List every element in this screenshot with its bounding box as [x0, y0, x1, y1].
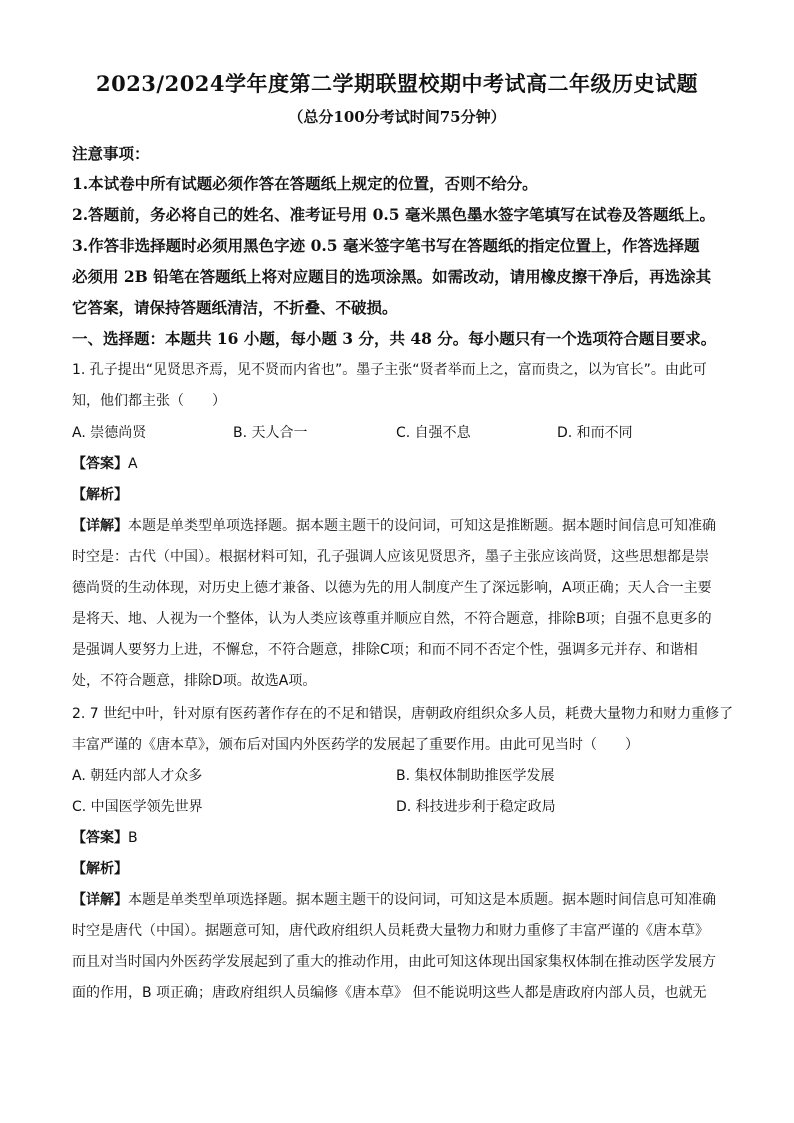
- analysis-tag: 【解析】: [72, 487, 128, 503]
- q1-stem-line: 1. 孔子提出“见贤思齐焉，见不贤而内省也”。墨子主张“贤者举而上之，富而贵之，以为官长”。由此可: [72, 362, 707, 378]
- q2-detail-line: [72, 889, 716, 909]
- answer-value: A: [128, 456, 138, 472]
- q1-analysis-tag: [72, 484, 128, 504]
- section-heading: 一、选择题：本题共 16 小题，每小题 3 分，共 48 分。每小题只有一个选项符合题目要求。: [72, 329, 717, 348]
- q1-detail-line: 处，不符合题意，排除D项。故选A项。: [72, 673, 317, 689]
- detail-text: 本题是单类型单项选择题。据本题主题干的设问词，可知这是推断题。据本题时间信息可知准确: [128, 518, 716, 534]
- answer-tag: 【答案】: [72, 830, 128, 846]
- answer-tag: 【答案】: [72, 456, 128, 472]
- notice-line: 1.本试卷中所有试题必须作答在答题纸上规定的位置，否则不给分。: [72, 174, 538, 193]
- page-title: 2023/2024学年度第二学期联盟校期中考试高二年级历史试题: [95, 71, 699, 96]
- detail-tag: 【详解】: [72, 518, 128, 534]
- q2-stem-line: 丰富严谨的《唐本草》，颁布后对国内外医药学的发展起了重要作用。由此可见当时（ ）: [72, 737, 639, 753]
- q1-option-c: C. 自强不息: [396, 425, 471, 441]
- q1-stem-line: 知，他们都主张（ ）: [72, 393, 226, 409]
- q1-detail-line: 德尚贤的生动体现，对历史上德才兼备、以德为先的用人制度产生了深远影响，A项正确；天人合一主要: [72, 580, 712, 596]
- q2-stem-line: 2. 7 世纪中叶，针对原有医药著作存在的不足和错误，唐朝政府组织众多人员，耗费大量物力和财力重修了: [72, 706, 734, 722]
- q2-detail-line: 而且对当时国内外医药学发展起到了重大的推动作用，由此可知这体现出国家集权体制在推动医学发展方: [72, 954, 716, 970]
- detail-tag: 【详解】: [72, 892, 128, 908]
- q2-option-a: A. 朝廷内部人才众多: [72, 768, 203, 784]
- q1-answer: [72, 453, 138, 473]
- notice-heading: 注意事项：: [72, 144, 150, 163]
- notice-line: 3.作答非选择题时必须用黑色字迹 0.5 毫米签字笔书写在答题纸的指定位置上，作答选择题: [72, 236, 700, 255]
- q2-option-c: C. 中国医学领先世界: [72, 799, 203, 815]
- q2-analysis-tag: [72, 858, 128, 878]
- q1-detail-line: 是强调人要努力上进，不懈怠，不符合题意，排除C项；和而不同不否定个性，强调多元并存、和谐相: [72, 642, 698, 658]
- answer-value: B: [128, 830, 138, 846]
- q2-detail-line: 时空是唐代（中国）。据题意可知，唐代政府组织人员耗费大量物力和财力重修了丰富严谨的《唐本草》: [72, 923, 709, 939]
- q1-detail-line: 是将天、地、人视为一个整体，认为人类应该尊重并顺应自然，不符合题意，排除B项；自强不息更多的: [72, 611, 712, 627]
- notice-line: 它答案，请保持答题纸清洁，不折叠、不破损。: [72, 298, 398, 317]
- page-subtitle: （总分100分考试时间75分钟）: [288, 108, 506, 126]
- detail-text: 本题是单类型单项选择题。据本题主题干的设问词，可知这是本质题。据本题时间信息可知准确: [128, 892, 716, 908]
- q1-detail-line: 时空是：古代（中国）。根据材料可知，孔子强调人应该见贤思齐，墨子主张应该尚贤，这些思想都是崇: [72, 549, 709, 565]
- q2-detail-line: 面的作用，B 项正确；唐政府组织人员编修《唐本草》 但不能说明这些人都是唐政府内部人员，也就无: [72, 985, 707, 1001]
- notice-line: 必须用 2B 铅笔在答题纸上将对应题目的选项涂黑。如需改动，请用橡皮擦干净后，再选涂其: [72, 267, 712, 286]
- q1-detail-line: [72, 515, 716, 535]
- q1-option-d: D. 和而不同: [557, 425, 633, 441]
- q2-option-b: B. 集权体制助推医学发展: [396, 768, 555, 784]
- q1-option-a: A. 崇德尚贤: [72, 425, 147, 441]
- q2-answer: [72, 827, 138, 847]
- analysis-tag: 【解析】: [72, 861, 128, 877]
- q1-option-b: B. 天人合一: [233, 425, 308, 441]
- notice-line: 2.答题前，务必将自己的姓名、准考证号用 0.5 毫米黑色墨水签字笔填写在试卷及答题纸上。: [72, 205, 715, 224]
- q2-option-d: D. 科技进步利于稳定政局: [396, 799, 556, 815]
